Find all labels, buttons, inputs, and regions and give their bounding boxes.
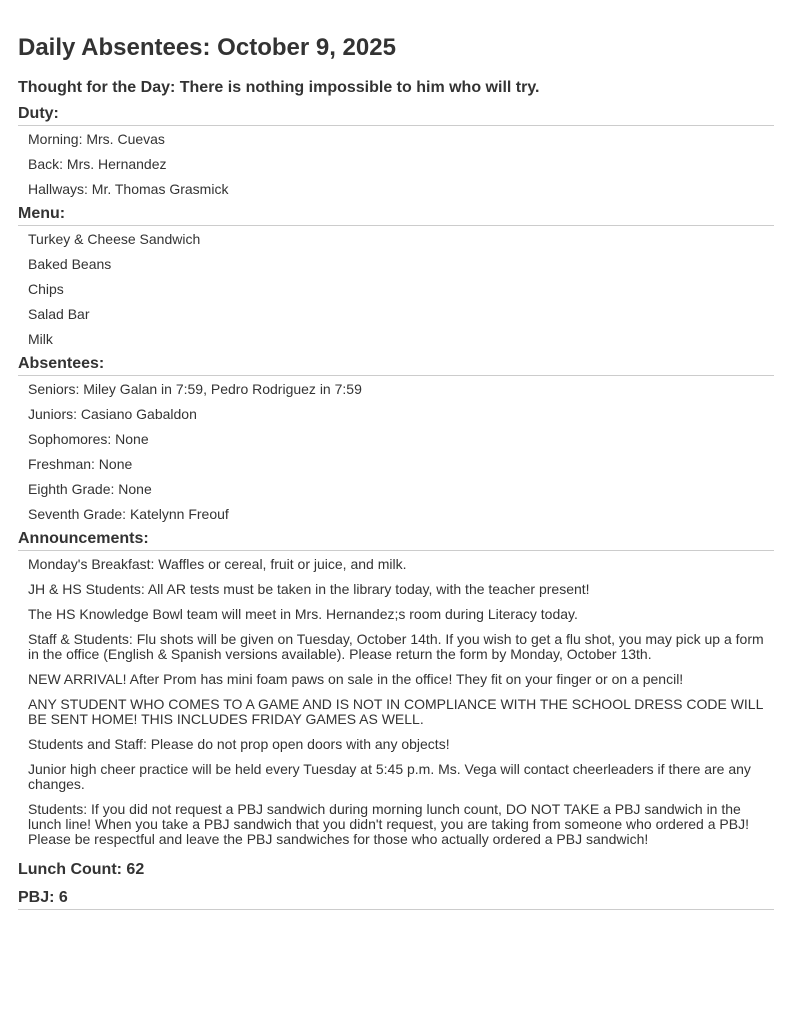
absentee-item: Freshman: None [28,456,133,472]
absentees-list [18,382,774,522]
duty-item: Morning: Mrs. Cuevas [28,131,165,147]
announcements-heading: Announcements: [18,530,774,551]
menu-item: Baked Beans [28,256,112,272]
duty-item: Back: Mrs. Hernandez [28,156,167,172]
thought-for-the-day: Thought for the Day: There is nothing impossible to him who will try. [18,79,540,96]
duty-list [18,132,774,197]
absentee-item: Eighth Grade: None [28,481,152,497]
page-title: Daily Absentees: October 9, 2025 [18,34,396,61]
duty-heading: Duty: [18,105,774,126]
absentee-item: Sophomores: None [28,431,149,447]
menu-item: Turkey & Cheese Sandwich [28,231,201,247]
menu-heading: Menu: [18,205,774,226]
announcement-item: Students and Staff: Please do not prop open doors with any objects! [28,736,450,752]
announcement-item: JH & HS Students: All AR tests must be taken in the library today, with the teacher present! [28,581,590,597]
absentees-section [18,355,774,522]
announcement-item: Junior high cheer practice will be held every Tuesday at 5:45 p.m. Ms. Vega will contact cheerleaders if there are any changes. [28,761,751,792]
pbj-count: PBJ: 6 [18,889,774,910]
duty-section [18,105,774,197]
menu-item: Chips [28,281,64,297]
lunch-count: Lunch Count: 62 [18,861,145,878]
announcement-item: The HS Knowledge Bowl team will meet in Mrs. Hernandez;s room during Literacy today. [28,606,578,622]
absentee-item: Seniors: Miley Galan in 7:59, Pedro Rodriguez in 7:59 [28,381,362,397]
duty-item: Hallways: Mr. Thomas Grasmick [28,181,229,197]
absentee-item: Juniors: Casiano Gabaldon [28,406,197,422]
announcements-list [18,557,774,847]
announcement-item: Monday's Breakfast: Waffles or cereal, fruit or juice, and milk. [28,556,407,572]
announcement-item: NEW ARRIVAL! After Prom has mini foam paws on sale in the office! They fit on your finger or on a pencil! [28,671,684,687]
menu-section [18,205,774,347]
announcement-item: Students: If you did not request a PBJ sandwich during morning lunch count, DO NOT TAKE a PBJ sandwich in the lunch line! When you take a PBJ sandwich that you didn't request, you are taking from someone who ordered a PBJ! Please be respectful and leave the PBJ sandwiches for those who actually ordered a PBJ sandwich! [28,801,749,847]
announcement-item: ANY STUDENT WHO COMES TO A GAME AND IS NOT IN COMPLIANCE WITH THE SCHOOL DRESS CODE WILL BE SENT HOME! THIS INCLUDES FRIDAY GAMES AS WELL. [28,696,763,727]
absentees-heading: Absentees: [18,355,774,376]
announcement-item: Staff & Students: Flu shots will be given on Tuesday, October 14th. If you wish to get a flu shot, you may pick up a form in the office (English & Spanish versions available). Please return the form by Monday, October 13th. [28,631,764,662]
menu-item: Salad Bar [28,306,90,322]
menu-list [18,232,774,347]
announcements-section [18,530,774,847]
absentee-item: Seventh Grade: Katelynn Freouf [28,506,229,522]
menu-item: Milk [28,331,53,347]
